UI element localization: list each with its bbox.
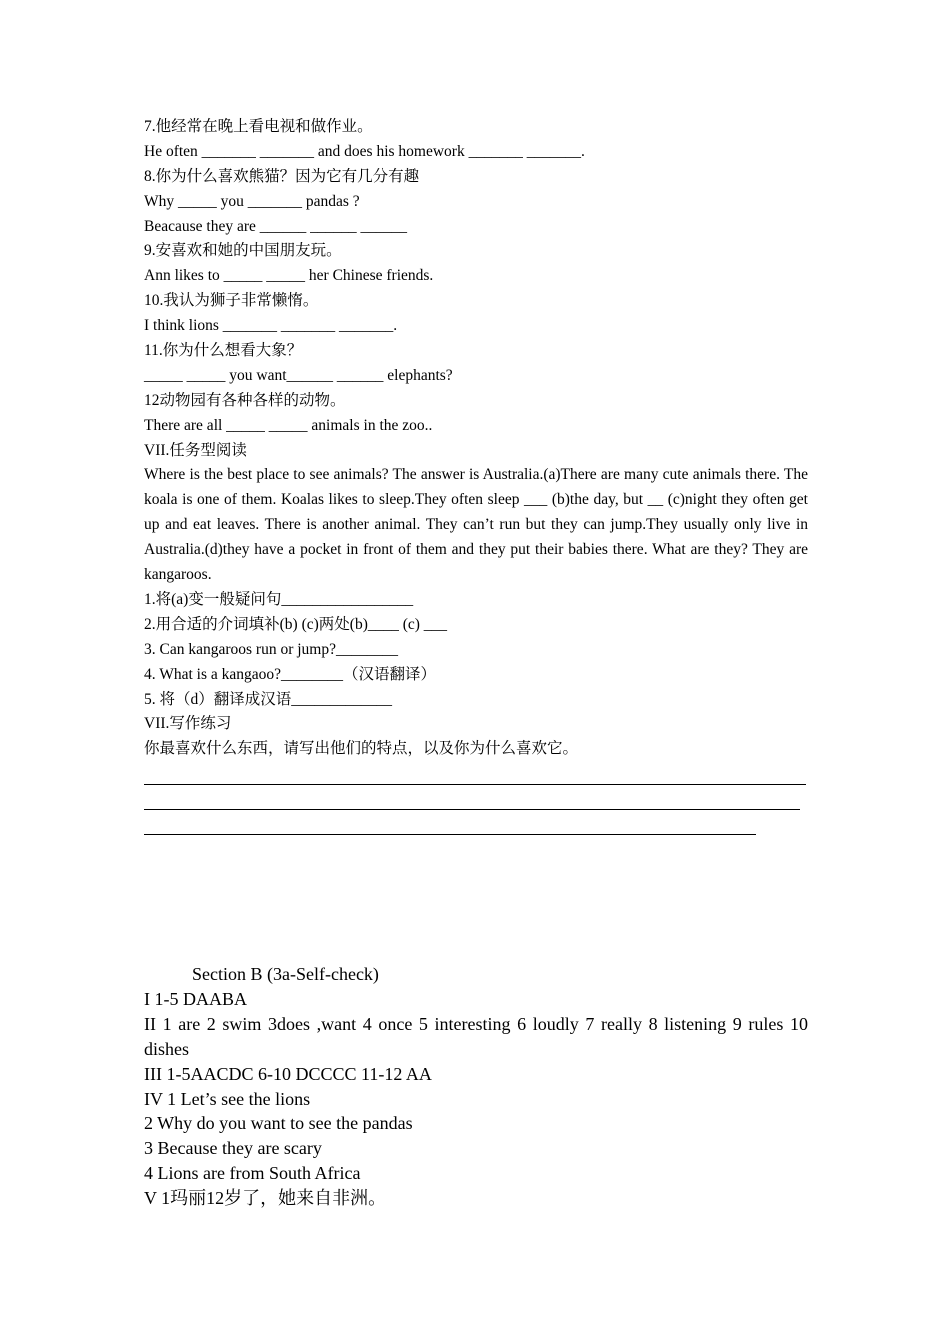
question-12-english: There are all _____ _____ animals in the zoo.. [144, 416, 433, 434]
question-8-english-a: Why _____ you _______ pandas ? [144, 192, 360, 210]
question-11-english: _____ _____ you want______ ______ elephants? [144, 366, 453, 384]
answer-part-iv-1: IV 1 Let’s see the lions [144, 1088, 311, 1109]
reading-question-1: 1.将(a)变一般疑问句_________________ [144, 591, 414, 608]
question-7-chinese: 7.他经常在晚上看电视和做作业。 [144, 118, 373, 135]
reading-question-4: 4. What is a kangaoo?________（汉语翻译） [144, 665, 437, 683]
question-9-english: Ann likes to _____ _____ her Chinese friends. [144, 267, 434, 285]
question-12-chinese: 12动物园有各种各样的动物。 [144, 391, 346, 409]
question-8-english-b: Beacause they are ______ ______ ______ [144, 217, 408, 235]
writing-heading: VII.写作练习 [144, 715, 232, 733]
answer-part-v: V 1玛丽12岁了，她来自非洲。 [144, 1188, 387, 1209]
answer-part-ii: II 1 are 2 swim 3does ,want 4 once 5 interesting 6 loudly 7 really 8 listening 9 rules 10 dishes [144, 1013, 808, 1059]
answer-part-iv-4: 4 Lions are from South Africa [144, 1163, 361, 1184]
reading-section-heading: VII.任务型阅读 [144, 441, 247, 459]
answer-key-section [144, 962, 808, 1211]
answer-part-iii: III 1-5AACDC 6-10 DCCCC 11-12 AA [144, 1063, 432, 1084]
writing-answer-line-1[interactable] [144, 784, 806, 785]
question-10-chinese: 10.我认为狮子非常懒惰。 [144, 292, 319, 310]
question-10-english: I think lions _______ _______ _______. [144, 317, 398, 335]
answer-part-i: I 1-5 DAABA [144, 988, 247, 1009]
reading-question-3: 3. Can kangaroos run or jump?________ [144, 640, 398, 658]
reading-passage: Where is the best place to see animals? The answer is Australia.(a)There are many cute animals there. The koala is one of them. Koalas likes to sleep.They often sleep ___ (b)the day, but __ (c)night they often get up and eat leaves. There is another animal. They can’t run but they can jump.They usually only live in Australia.(d)they have a pocket in front of them and they put their babies there. What are they? They are kangaroos. [144, 466, 808, 584]
question-11-chinese: 11.你为什么想看大象？ [144, 342, 303, 360]
writing-answer-line-3[interactable] [144, 834, 756, 835]
reading-question-5: 5. 将（d）翻译成汉语_____________ [144, 690, 393, 708]
writing-prompt: 你最喜欢什么东西，请写出他们的特点，以及你为什么喜欢它。 [144, 740, 579, 758]
reading-question-2: 2.用合适的介词填补(b) (c)两处(b)____ (c) ___ [144, 615, 448, 633]
answer-part-iv-3: 3 Because they are scary [144, 1138, 322, 1159]
answer-part-iv-2: 2 Why do you want to see the pandas [144, 1113, 413, 1134]
exercise-section [144, 115, 808, 835]
answer-key-title: Section B (3a-Self-check) [192, 964, 379, 984]
question-8-chinese: 8.你为什么喜欢熊猫？因为它有几分有趣 [144, 167, 420, 185]
question-9-chinese: 9.安喜欢和她的中国朋友玩。 [144, 242, 342, 260]
question-7-english: He often _______ _______ and does his homework _______ _______. [144, 142, 585, 160]
writing-answer-line-2[interactable] [144, 809, 800, 810]
